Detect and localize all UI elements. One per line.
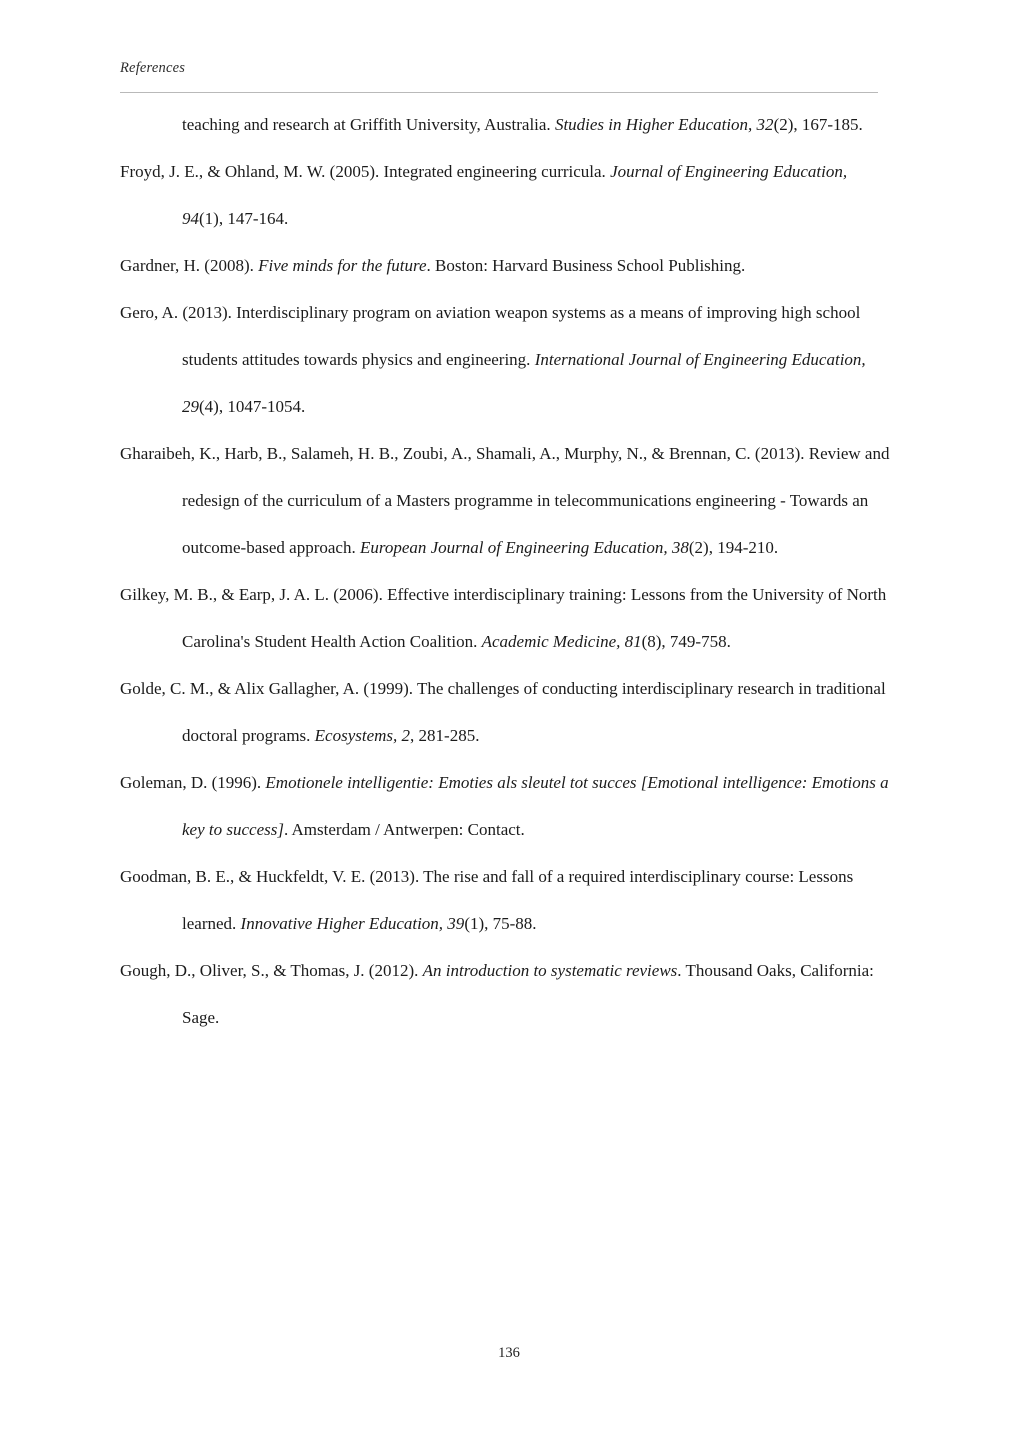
reference-text: teaching and research at Griffith University, Australia.: [182, 115, 555, 134]
reference-entry: [120, 289, 892, 430]
reference-text: (4), 1047-1054.: [199, 397, 306, 416]
page-header: [120, 60, 892, 93]
work-title: European Journal of Engineering Education, 38: [359, 538, 689, 557]
reference-text: Goodman, B. E., & Huckfeldt, V. E. (2013). The rise and fall of a required interdisciplinary course: Lessons learned.: [120, 867, 854, 933]
reference-text: . Thousand Oaks, California: Sage.: [182, 961, 874, 1027]
reference-entry: [120, 665, 892, 759]
running-head: References: [120, 60, 186, 76]
reference-entry: [120, 947, 892, 1041]
page-number: 136: [498, 1345, 520, 1361]
reference-entry-continuation: [120, 101, 892, 148]
work-title: Studies in Higher Education, 32: [554, 115, 774, 134]
reference-entry: [120, 430, 892, 571]
reference-text: (1), 75-88.: [464, 914, 537, 933]
reference-text: Gough, D., Oliver, S., & Thomas, J. (2012).: [120, 961, 423, 980]
reference-text: . Boston: Harvard Business School Publishing.: [426, 256, 746, 275]
reference-text: , 281-285.: [410, 726, 480, 745]
reference-entry: [120, 571, 892, 665]
work-title: Journal of Engineering Education, 94: [182, 162, 848, 228]
work-title: Innovative Higher Education, 39: [240, 914, 465, 933]
reference-entry: [120, 853, 892, 947]
work-title: Emotionele intelligentie: Emoties als sleutel tot succes [Emotional intelligence: Emotions a key to success]: [182, 773, 889, 839]
work-title: International Journal of Engineering Education, 29: [182, 350, 866, 416]
reference-entry: [120, 759, 892, 853]
reference-text: (2), 167-185.: [773, 115, 863, 134]
header-rule: [120, 92, 878, 93]
reference-entry: [120, 242, 892, 289]
work-title: Five minds for the future: [258, 256, 427, 275]
references-list: [120, 101, 892, 1041]
reference-text: (8), 749-758.: [641, 632, 731, 651]
reference-text: (1), 147-164.: [199, 209, 289, 228]
reference-text: (2), 194-210.: [688, 538, 779, 557]
work-title: An introduction to systematic reviews: [422, 961, 678, 980]
reference-text: . Amsterdam / Antwerpen: Contact.: [283, 820, 525, 839]
reference-text: Golde, C. M., & Alix Gallagher, A. (1999). The challenges of conducting interdisciplinary research in traditional doctoral programs.: [120, 679, 886, 745]
reference-text: Gero, A. (2013). Interdisciplinary program on aviation weapon systems as a means of improving high school students attitudes towards physics and engineering.: [120, 303, 861, 369]
reference-text: Gharaibeh, K., Harb, B., Salameh, H. B., Zoubi, A., Shamali, A., Murphy, N., & Brennan, C. (2013). Review and redesign of the curriculum of a Masters programme in telecommunications engineering - Towards an outcome-based approach.: [120, 444, 890, 557]
reference-text: Goleman, D. (1996).: [120, 773, 266, 792]
reference-text: Gardner, H. (2008).: [120, 256, 259, 275]
page-content: [120, 0, 892, 1041]
work-title: Ecosystems, 2: [314, 726, 411, 745]
reference-text: Froyd, J. E., & Ohland, M. W. (2005). Integrated engineering curricula.: [120, 162, 611, 181]
work-title: Academic Medicine, 81: [481, 632, 642, 651]
reference-entry: [120, 148, 892, 242]
reference-text: Gilkey, M. B., & Earp, J. A. L. (2006). Effective interdisciplinary training: Lessons from the University of North Carolina's Student Health Action Coalition.: [120, 585, 887, 651]
